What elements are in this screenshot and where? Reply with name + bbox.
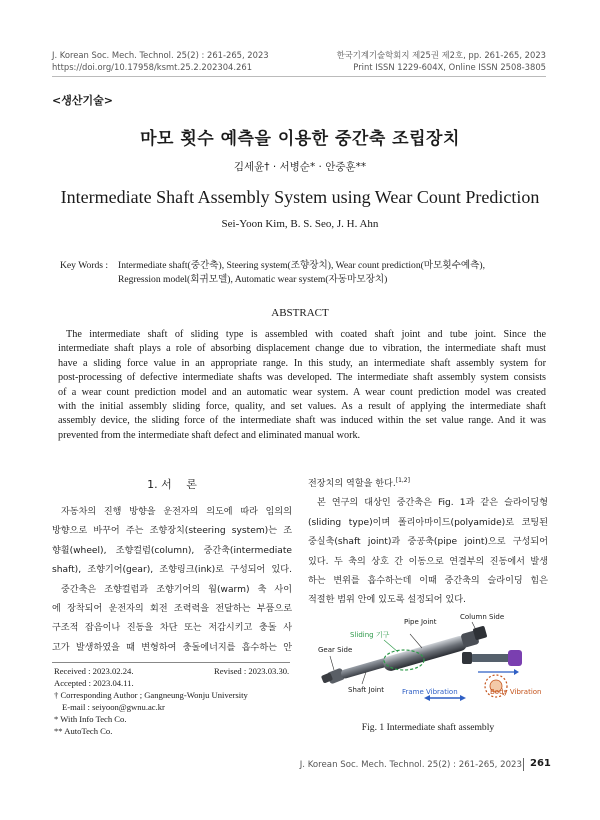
label-gear-side: Gear Side <box>318 646 353 654</box>
shaft-illustration <box>312 612 550 712</box>
body-line: 고가 발생하였을 때 변형하여 충돌에너지를 흡수하는 안 <box>52 642 292 653</box>
leader-line <box>330 656 334 670</box>
footer-separator <box>523 758 524 771</box>
section-tag: <생산기술> <box>52 94 113 107</box>
affiliation-with-info: * With Info Tech Co. <box>54 714 127 724</box>
abstract-line: post-processing of defective intermediate shafts was developed. The intermediate shaft assembly system consists <box>58 372 546 384</box>
right-column-body <box>308 471 548 611</box>
label-frame-vibration: Frame Vibration <box>402 688 458 696</box>
section-1-body <box>52 503 292 658</box>
body-line: (sliding type)이며 폴리아마이드(polyamide)로 코팅된 <box>308 517 548 528</box>
body-text: 전장치의 역할을 한다. <box>308 479 396 490</box>
abstract-line: The intermediate shaft of sliding type is assembled with coated shaft joint and tube joint. Since the <box>66 329 546 340</box>
label-column-side: Column Side <box>460 613 505 621</box>
leader-line <box>384 640 398 652</box>
body-line: 중간축은 조향컬럼과 조향기어의 웜(warm) 축 사이 <box>61 584 292 595</box>
authors-korean: 김세윤† · 서병순* · 안중훈** <box>233 161 367 173</box>
abstract-line: assembly device, the sliding force of the intermediate shaft was induced within the set value range. And it was <box>58 415 546 427</box>
label-body-vibration: Body Vibration <box>490 688 542 696</box>
figure-caption: Fig. 1 Intermediate shaft assembly <box>361 722 495 733</box>
doi-link[interactable]: https://doi.org/10.17958/ksmt.25.2.202304.261 <box>52 62 253 72</box>
revised-date: Revised : 2023.03.30. <box>214 666 290 676</box>
section-1-heading: 1. 서 론 <box>147 478 197 491</box>
abstract-line: with the initial assembly sliding force, quality, and set values. As a result of applying the intermediate shaft <box>58 401 546 413</box>
footer-journal: J. Korean Soc. Mech. Technol. 25(2) : 261-265, 2023 <box>299 760 522 770</box>
label-shaft-joint: Shaft Joint <box>348 686 384 694</box>
body-line: 향휠(wheel), 조향컬럼(column), 중간축(intermediate <box>52 545 292 556</box>
accepted-date: Accepted : 2023.04.11. <box>54 678 134 688</box>
figure-1 <box>312 612 550 712</box>
leader-line <box>362 672 366 684</box>
keywords-line-1: Intermediate shaft(중간축), Steering system(조향장치), Wear count prediction(마모횟수예측), <box>118 260 486 271</box>
body-line: 중실축(shaft joint)과 중공축(pipe joint)으로 구성되어 <box>308 537 548 548</box>
body-line: 본 연구의 대상인 중간축은 Fig. 1과 같은 슬라이딩형 <box>317 498 548 509</box>
author-email[interactable]: E-mail : seiyoon@gwnu.ac.kr <box>62 702 165 712</box>
body-line: 하는 변위를 흡수하는데 이때 중간축의 슬라이딩 힘은 <box>308 576 548 587</box>
body-line: 방향으로 바꾸어 주는 조향장치(steering system)는 조 <box>52 526 292 537</box>
abstract-line: have a sliding force value in an appropriate range. In this study, an intermediate shaft assembly system for <box>58 357 546 369</box>
label-pipe-joint: Pipe Joint <box>404 618 437 626</box>
pipe-joint-part <box>382 634 469 672</box>
header-rule <box>52 76 546 77</box>
keywords-label: Key Words : <box>60 260 109 271</box>
title-english: Intermediate Shaft Assembly System using Wear Count Prediction <box>60 187 540 207</box>
corresponding-author: † Corresponding Author ; Gangneung-Wonju University <box>54 690 248 700</box>
footnote-rule <box>52 662 290 663</box>
abstract-line: intermediate shaft plays a role of absorbing displacement change due to vibration, the intermediate shaft must <box>58 343 546 355</box>
journal-korean-citation: 한국기계기술학회지 제25권 제2호, pp. 261-265, 2023 <box>336 50 546 60</box>
abstract-line: prevented from the intermediate shaft defect and eliminated manual work. <box>58 429 361 441</box>
body-line: 에 장착되어 운전자의 회전 조력력을 전달하는 부품으로 <box>52 604 292 615</box>
issn-info: Print ISSN 1229-604X, Online ISSN 2508-3805 <box>353 62 546 72</box>
body-line: 구조적 잡음이나 진동을 차단 또는 저감시키고 충돌 사 <box>52 623 292 634</box>
leader-line <box>410 634 422 648</box>
abstract-line: of a wear count prediction model and an automatic wear system. A wear count prediction model was created <box>58 386 546 398</box>
title-korean: 마모 횟수 예측을 이용한 중간축 조립장치 <box>140 129 460 149</box>
journal-citation: J. Korean Soc. Mech. Technol. 25(2) : 261-265, 2023 <box>52 50 269 60</box>
citation-ref[interactable]: [1,2] <box>395 477 410 484</box>
label-sliding: Sliding 기구 <box>350 631 390 639</box>
abstract-heading: ABSTRACT <box>271 307 329 319</box>
body-line: 있다. 두 축의 상호 간 이동으로 연결부의 진동에서 발생 <box>308 556 548 567</box>
body-line <box>308 471 548 494</box>
column-yoke-detail <box>462 650 522 666</box>
received-date: Received : 2023.02.24. <box>54 666 134 676</box>
body-line: 적절한 범위 안에 있도록 설정되어 있다. <box>308 595 466 606</box>
column-side-yoke <box>460 626 487 648</box>
affiliation-autotech: ** AutoTech Co. <box>54 726 113 736</box>
keywords-line-2: Regression model(회귀모델), Automatic wear system(자동마모장치) <box>118 274 388 285</box>
page-number: 261 <box>530 758 551 769</box>
body-line: shaft), 조향기어(gear), 조향링크(ink)로 구성되어 있다. <box>52 565 292 576</box>
abstract-body <box>58 328 546 443</box>
authors-english: Sei-Yoon Kim, B. S. Seo, J. H. Ahn <box>221 218 379 230</box>
body-line: 자동차의 진행 방향을 운전자의 의도에 따라 임의의 <box>61 507 292 517</box>
